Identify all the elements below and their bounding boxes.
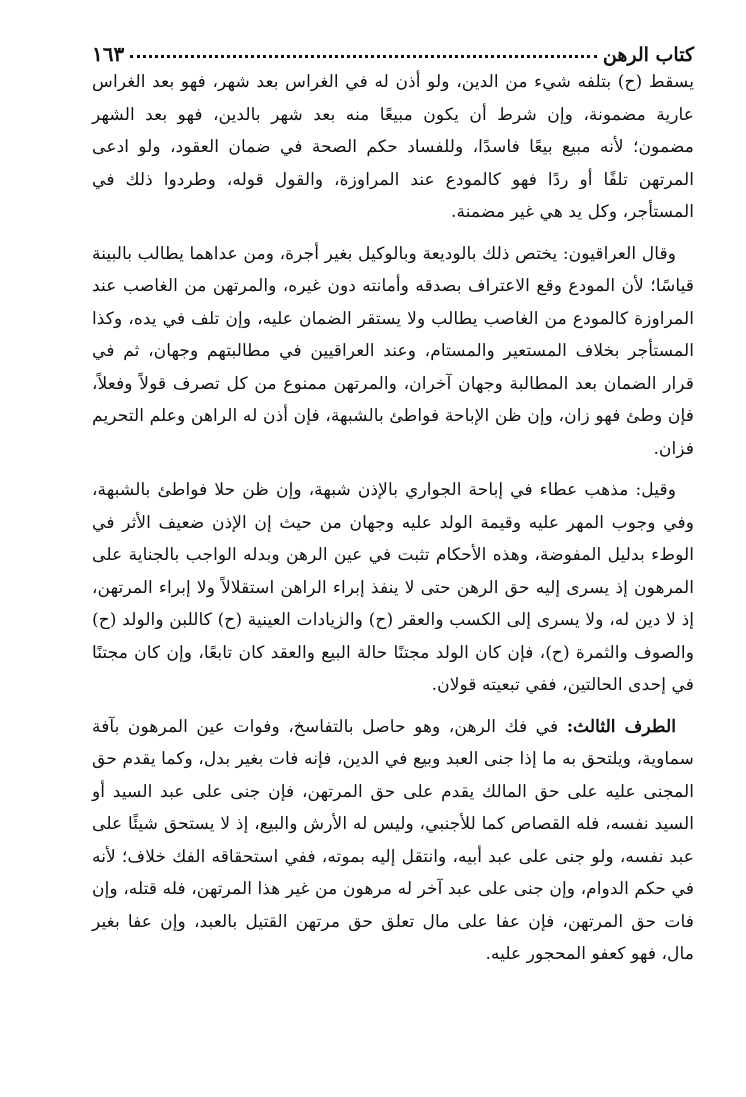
paragraph-text: وقيل: مذهب عطاء في إباحة الجواري بالإذن شبهة، وإن ظن حلا فواطئ بالشبهة، وفي وجوب المهر عليه وقيمة الولد عليه وجهان من حيث إن الإذن ضعيف الأثر في الوطء بدليل المفوضة، وهذه الأحكام تثبت في عين الرهن وبدله الواجب بالجناية على المرهون إذ يسرى إليه حق الرهن حتى لا ينفذ إبراء الراهن استقلالاً ولا إبراء المرتهن، إذ لا دين له، ولا يسرى إلى الكسب والعقر (ح) والزيادات العينية (ح) كاللبن والولد (ح) والصوف والثمرة (ح)، فإن كان الولد مجتنًا حالة البيع والعقد كان تابعًا، وإن كان مجتنًا في إحدى الحالتين، ففي تبعيته قولان. (92, 480, 694, 695)
paragraph-text: يسقط (ح) بتلفه شيء من الدين، ولو أذن له في الغراس بعد شهر، فهو بعد الغراس عارية مضمونة، وإن شرط أن يكون مبيعًا منه بعد شهر بالدين، فهو بعد الشهر مضمون؛ لأنه مبيع بيعًا فاسدًا، وللفساد حكم الصحة في ضمان العقود، ولو ادعى المرتهن تلفًا أو ردًا فهو كالمودع عند المراوزة، والقول قوله، وطردوا ذلك في المستأجر، وكل يد هي غير مضمنة. (92, 72, 694, 222)
dotted-leader (130, 54, 597, 58)
page-number: ١٦٣ (92, 42, 125, 66)
paragraph-text: وقال العراقيون: يختص ذلك بالوديعة وبالوكيل بغير أجرة، ومن عداهما يطالب بالبينة قياسًا؛ لأن المودع وقع الاعتراف بصدقه وأمانته دون غيره، والمرتهن من الغاصب عند المراوزة كالمودع من الغاصب يطالب ولا يستقر الضمان عليه، وإن تلف في يده، وكذا المستأجر بخلاف المستعير والمستام، وعند العراقيين في مطالبتهم وجهان، ثم في قرار الضمان بعد المطالبة وجهان آخران، والمرتهن ممنوع من كل تصرف قولاً وفعلاً، فإن وطئ فهو زان، وإن ظن الإباحة فواطئ بالشبهة، فإن أذن له الراهن وعلم التحريم فزان. (92, 243, 694, 459)
page-body (92, 66, 694, 971)
paragraph (92, 474, 694, 702)
running-title: كتاب الرهن (602, 44, 694, 66)
paragraph (92, 66, 694, 229)
section-heading: الطرف الثالث: (566, 716, 676, 737)
paragraph (92, 238, 694, 466)
paragraph-text: في فك الرهن، وهو حاصل بالتفاسخ، وفوات عين المرهون بآفة سماوية، ويلتحق به ما إذا جنى العبد وبيع في الدين، فإنه فات بغير بدل، وكما يقدم حق المجنى عليه على حق المالك يقدم على حق المرتهن، فإن جنى على عبد السيد أو السيد نفسه، فله القصاص كما للأجنبي، وليس له الأرش والبيع، إذ لا يستحق شيئًا على عبد نفسه، ولو جنى على عبد أبيه، وانتقل إليه بموته، ففي استحقاقه الفك خلاف؛ لأنه في حكم الدوام، وإن جنى على عبد آخر له مرهون من غير هذا المرتهن، فله قتله، وإن فات حق المرتهن، فإن عفا على مال تعلق حق مرتهن القتيل بالعبد، وإن عفا بغير مال، فهو كعفو المحجور عليه. (92, 716, 694, 964)
paragraph (92, 711, 694, 971)
page-header (92, 26, 694, 66)
